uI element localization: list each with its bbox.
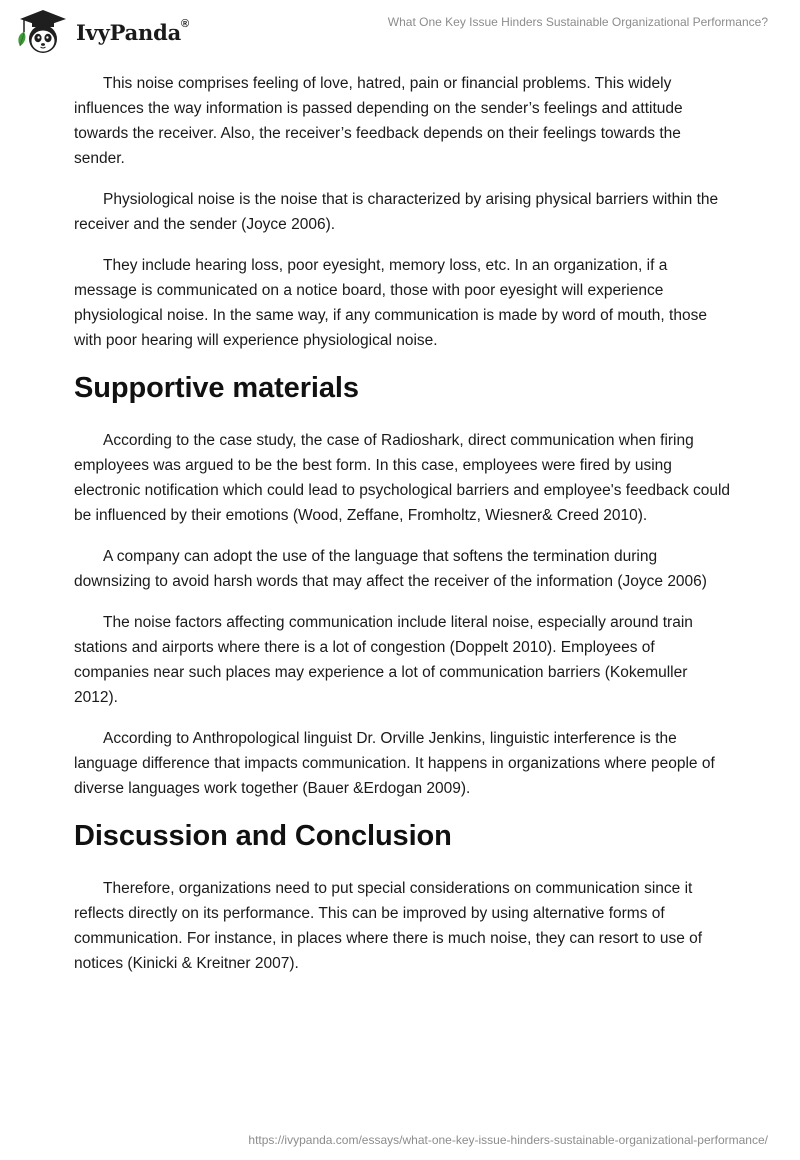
document-title: What One Key Issue Hinders Sustainable Organizational Performance? [387,15,768,29]
section-heading-supportive-materials: Supportive materials [74,372,359,404]
paragraph: Therefore, organizations need to put special considerations on communication since it reflects directly on its performance. This can be improved by using alternative forms of communication. For instance, in places where there is much noise, they can resort to use of notices (Kinicki & Kreitner 2007). [74,880,703,972]
source-url-link[interactable]: https://ivypanda.com/essays/what-one-key-issue-hinders-sustainable-organizational-performance/ [248,1133,768,1147]
page-header [0,0,800,60]
paragraph: According to Anthropological linguist Dr. Orville Jenkins, linguistic interference is the language difference that impacts communication. It happens in organizations where people of diverse languages work together (Bauer &Erdogan 2009). [74,730,715,797]
panda-graduate-icon [14,8,72,56]
paragraph: According to the case study, the case of Radioshark, direct communication when firing employees was argued to be the best form. In this case, employees were fired by using electronic notification which could lead to psychological barriers and employee's feedback could be influenced by their emotions (Wood, Zeffane, Fromholtz, Wiesner& Creed 2010). [74,432,731,524]
ivypanda-logo[interactable] [14,8,189,56]
paragraph: Physiological noise is the noise that is characterized by arising physical barriers within the receiver and the sender (Joyce 2006). [74,191,719,233]
paragraph: This noise comprises feeling of love, hatred, pain or financial problems. This widely influences the way information is passed depending on the sender’s feelings and attitude towards the receiver. Also, the receiver’s feedback depends on their feelings towards the sender. [74,75,683,167]
paragraph: A company can adopt the use of the language that softens the termination during downsizing to avoid harsh words that may affect the receiver of the information (Joyce 2006) [74,548,707,590]
brand-name: IvyPanda® [76,17,189,45]
paragraph: They include hearing loss, poor eyesight, memory loss, etc. In an organization, if a message is communicated on a notice board, those with poor eyesight will experience physiological noise. In the same way, if any communication is made by word of mouth, those with poor hearing will experience physiological noise. [74,257,707,349]
registered-mark: ® [181,17,189,30]
paragraph: The noise factors affecting communication include literal noise, especially around train stations and airports where there is a lot of congestion (Doppelt 2010). Employees of companies near such places may experience a lot of communication barriers (Kokemuller 2012). [74,614,693,706]
section-heading-discussion-conclusion: Discussion and Conclusion [74,820,452,852]
essay-content [74,71,732,992]
